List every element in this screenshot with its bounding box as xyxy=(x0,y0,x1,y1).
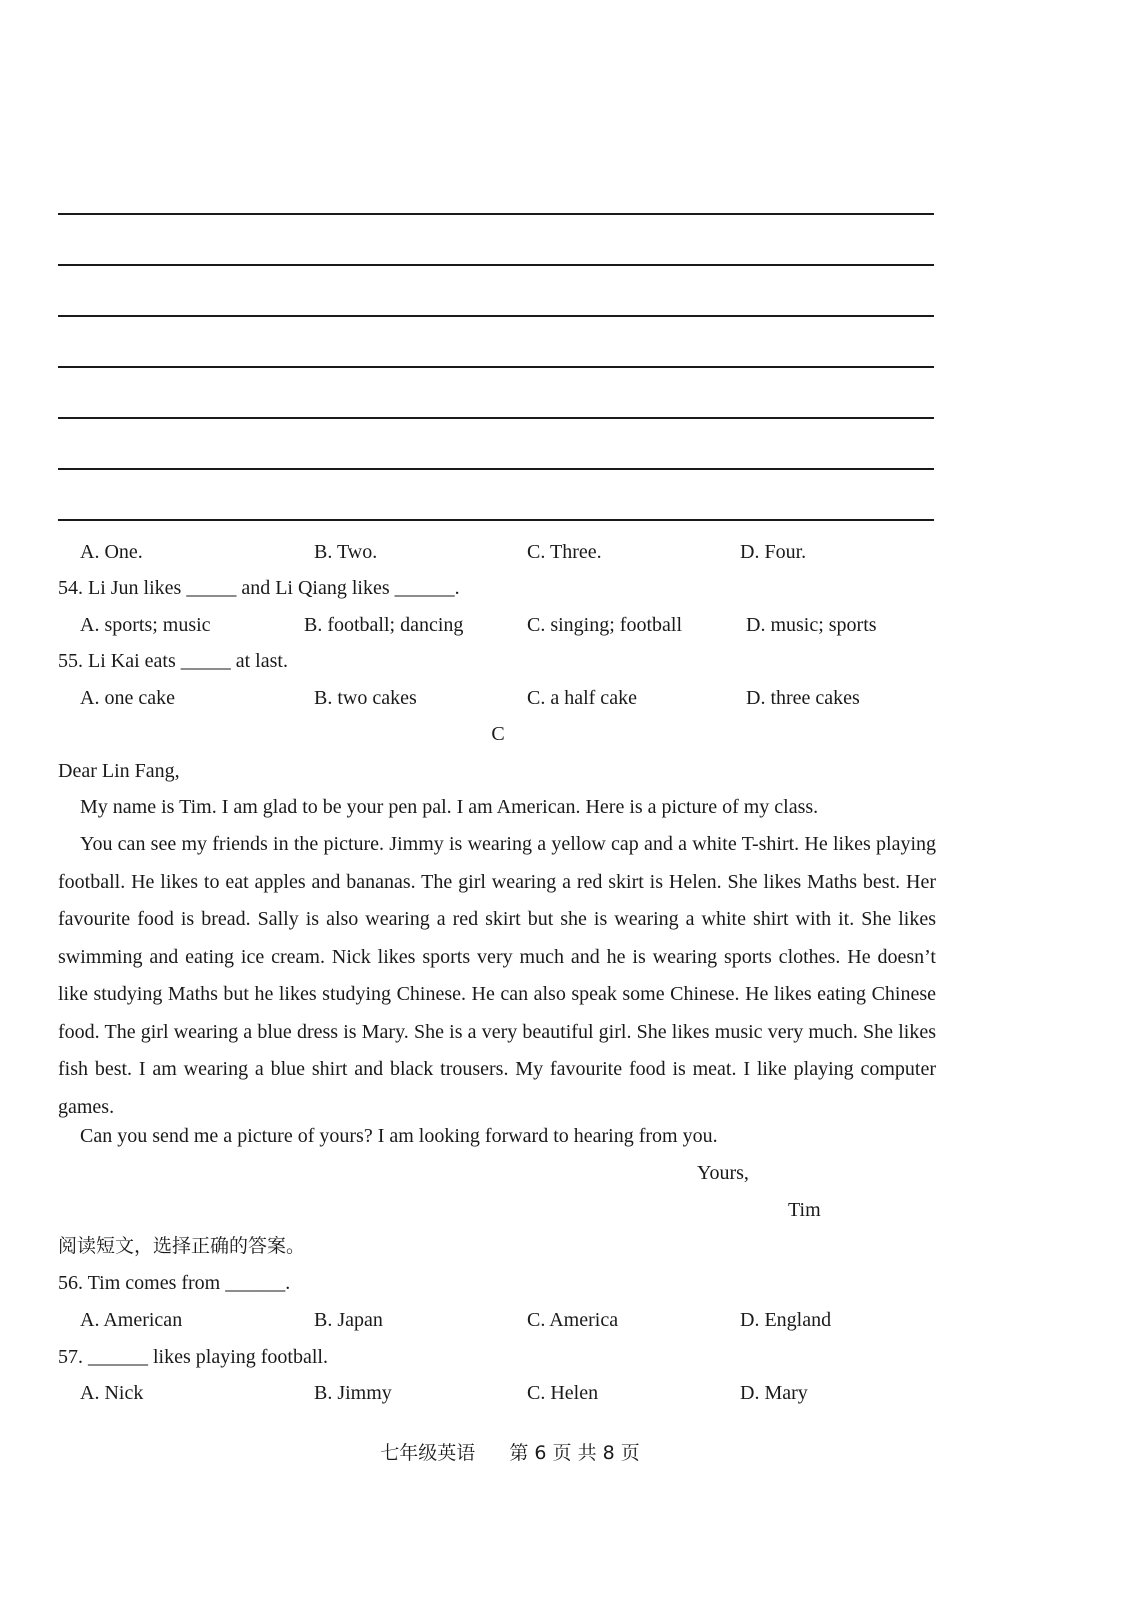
footer-subject: 七年级英语 xyxy=(380,1442,476,1464)
q56-option-c: C. America xyxy=(527,1309,619,1331)
q57-option-a: A. Nick xyxy=(80,1382,144,1404)
q57-option-c: C. Helen xyxy=(527,1382,599,1404)
q53-option-d: D. Four. xyxy=(740,541,807,563)
q54-stem: 54. Li Jun likes _____ and Li Qiang likes ______. xyxy=(58,577,460,599)
answer-line xyxy=(58,213,934,215)
q57-stem: 57. ______ likes playing football. xyxy=(58,1346,328,1368)
q55-option-d: D. three cakes xyxy=(746,687,860,709)
q55-option-a: A. one cake xyxy=(80,687,175,709)
q54-option-a: A. sports; music xyxy=(80,614,211,636)
q55-stem: 55. Li Kai eats _____ at last. xyxy=(58,650,288,672)
answer-line xyxy=(58,315,934,317)
q55-option-b: B. two cakes xyxy=(314,687,417,709)
q54-option-c: C. singing; football xyxy=(527,614,682,636)
q53-option-a: A. One. xyxy=(80,541,143,563)
letter-greeting: Dear Lin Fang, xyxy=(58,760,180,782)
footer-page-number: 第 6 页 共 8 页 xyxy=(509,1442,640,1464)
q57-option-d: D. Mary xyxy=(740,1382,808,1404)
letter-signature: Tim xyxy=(788,1199,821,1221)
answer-line xyxy=(58,264,934,266)
answer-line xyxy=(58,519,934,521)
answer-line xyxy=(58,417,934,419)
q56-stem: 56. Tim comes from ______. xyxy=(58,1272,291,1294)
q56-option-d: D. England xyxy=(740,1309,832,1331)
letter-paragraph-1: My name is Tim. I am glad to be your pen pal. I am American. Here is a picture of my class. xyxy=(80,796,819,818)
q57-option-b: B. Jimmy xyxy=(314,1382,392,1404)
reading-instruction: 阅读短文，选择正确的答案。 xyxy=(58,1235,306,1257)
q55-option-c: C. a half cake xyxy=(527,687,637,709)
page-footer xyxy=(0,1441,1020,1465)
section-heading: C xyxy=(491,723,505,745)
letter-paragraph-2: You can see my friends in the picture. Jimmy is wearing a yellow cap and a white T-shirt. He likes playing football. He likes to eat apples and bananas. The girl wearing a red skirt is Helen. She likes Maths best. Her favourite food is bread. Sally is also wearing a red skirt but she is wearing a white shirt with it. She likes swimming and eating ice cream. Nick likes sports very much and he is wearing sports clothes. He doesn’t like studying Maths but he likes studying Chinese. He can also speak some Chinese. He likes eating Chinese food. The girl wearing a blue dress is Mary. She is a very beautiful girl. She likes music very much. She likes fish best. I am wearing a blue shirt and black trousers. My favourite food is meat. I like playing computer games. xyxy=(58,833,936,1118)
q54-option-d: D. music; sports xyxy=(746,614,877,636)
letter-closing: Yours, xyxy=(697,1162,749,1184)
answer-line xyxy=(58,366,934,368)
q56-option-a: A. American xyxy=(80,1309,183,1331)
q56-option-b: B. Japan xyxy=(314,1309,383,1331)
answer-line xyxy=(58,468,934,470)
q53-option-c: C. Three. xyxy=(527,541,602,563)
q54-option-b: B. football; dancing xyxy=(304,614,464,636)
q53-option-b: B. Two. xyxy=(314,541,378,563)
letter-paragraph-3: Can you send me a picture of yours? I am looking forward to hearing from you. xyxy=(80,1125,718,1147)
